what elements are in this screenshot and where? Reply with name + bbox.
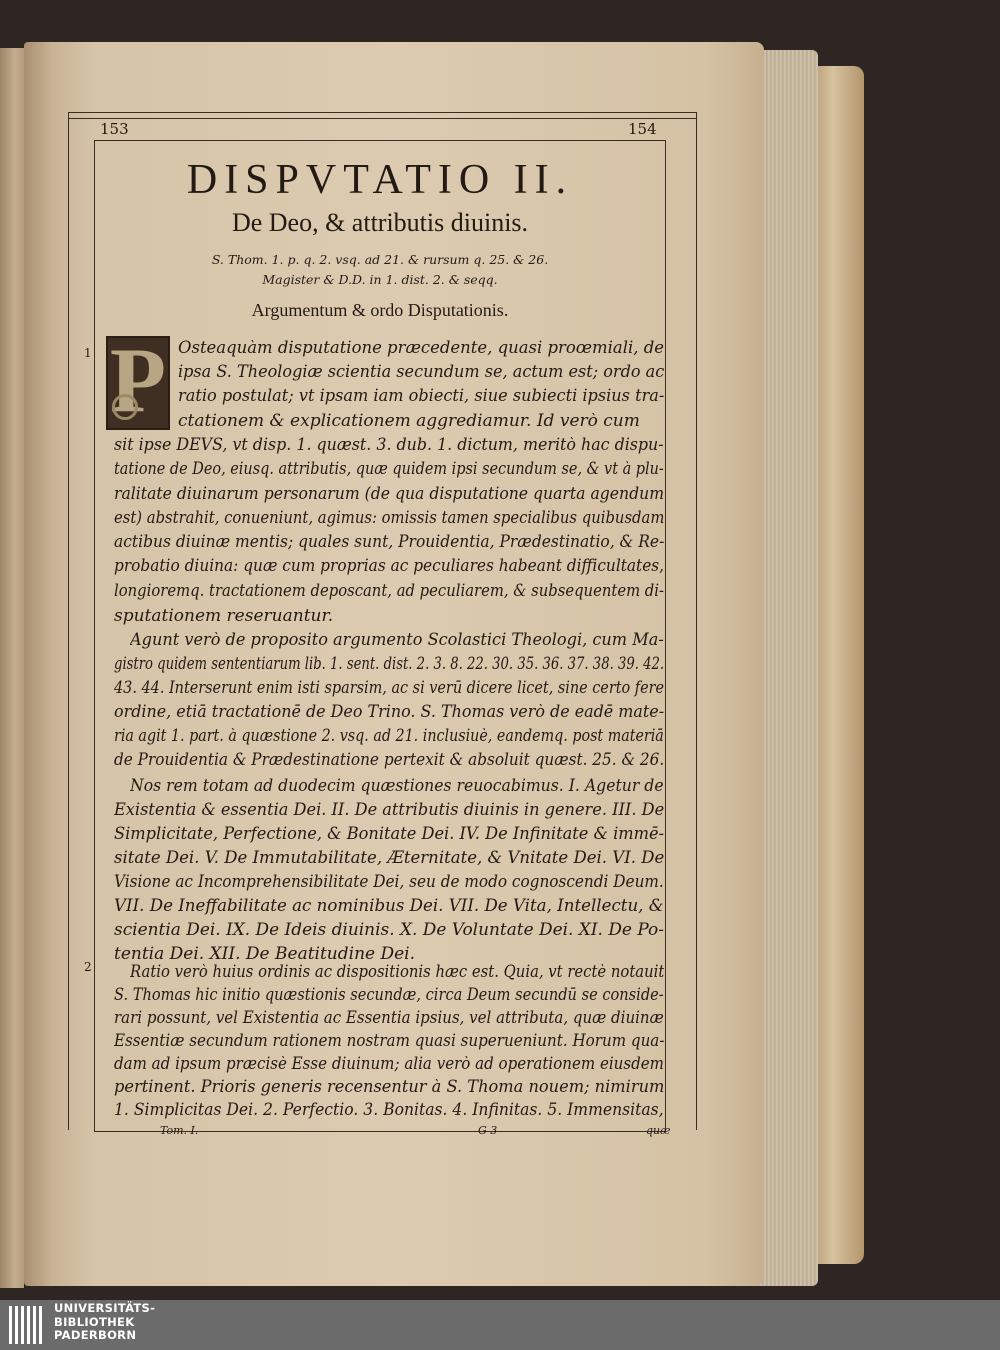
body-line: Ratio verò huius ordinis ac dispositionis hæc est. Quia, vt rectè notauit <box>130 964 665 981</box>
body-line: gistro quidem sententiarum lib. 1. sent. dist. 2. 3. 8. 22. 30. 35. 36. 37. 38. 39. 42. <box>114 656 665 673</box>
body-line: Osteaquàm disputatione præcedente, quasi proœmiali, de <box>178 340 664 357</box>
body-line: ipsa S. Theologiæ scientia secundum se, actum est; ordo ac <box>178 364 665 381</box>
body-line: Existentia & essentia Dei. II. De attributis diuinis in genere. III. De <box>114 802 665 819</box>
reference-line: Magister & D.D. in 1. dist. 2. & seqq. <box>262 272 498 287</box>
body-line: Visione ac Incomprehensibilitate Dei, seu de modo cognoscendi Deum. <box>114 874 664 891</box>
body-line: tentia Dei. XII. De Beatitudine Dei. <box>114 946 416 963</box>
drop-initial-letter: P <box>109 336 167 430</box>
body-line: ratio postulat; vt ipsam iam obiecti, siue subiecti ipsius tra- <box>178 388 665 405</box>
body-line: sputationem reseruantur. <box>114 608 334 625</box>
library-name-line: UNIVERSITÄTS- <box>54 1301 156 1315</box>
library-logo-icon <box>8 1304 48 1346</box>
margin-number: 2 <box>84 960 92 974</box>
body-line: ralitate diuinarum personarum (de qua disputatione quarta agendum <box>114 486 665 503</box>
body-line: ria agit 1. part. à quæstione 2. vsq. ad 21. inclusiuè, eandemq. post materiā <box>114 728 664 745</box>
body-line: sitate Dei. V. De Immutabilitate, Æternitate, & Vnitate Dei. VI. De <box>114 850 665 867</box>
disputation-title: DISPVTATIO II. <box>186 157 574 203</box>
body-line: ctationem & explicationem aggrediamur. Id verò cum <box>178 413 640 430</box>
disputation-subtitle: De Deo, & attributis diuinis. <box>231 208 529 237</box>
library-name <box>54 1302 155 1343</box>
body-line: ordine, etiā tractationē de Deo Trino. S. Thomas verò de eadē mate- <box>114 704 665 721</box>
frame-right-rule <box>696 112 697 1130</box>
body-line: de Prouidentia & Prædestinatione pertexit & absoluit quæst. 25. & 26. <box>114 752 665 769</box>
left-page-edge <box>0 48 24 1288</box>
footer-catchword: quæ <box>646 1124 671 1137</box>
body-line: longioremq. tractationem deposcant, ad peculiarem, & subsequentem di- <box>114 583 665 600</box>
reference-line: S. Thom. 1. p. q. 2. vsq. ad 21. & rursum q. 25. & 26. <box>211 252 549 267</box>
footer-volume: Tom. I. <box>160 1124 199 1137</box>
body-line: Simplicitate, Perfectione, & Bonitate Dei. IV. De Infinitate & immē- <box>114 826 665 843</box>
body-line: tatione de Deo, eiusq. attributis, quæ quidem ipsi secundum se, & vt à plu- <box>114 461 664 478</box>
header-rule <box>68 112 696 113</box>
ornament-icon <box>112 394 138 420</box>
body-line: dam ad ipsum præcisè Esse diuinum; alia verò ad operationem eiusdem <box>114 1056 664 1073</box>
body-line: 43. 44. Interserunt enim isti sparsim, ac si verū dicere licet, sine certo fere <box>114 680 665 697</box>
header-rule-inner <box>68 118 696 119</box>
margin-number: 1 <box>84 346 92 360</box>
body-line: probatio diuina: quæ cum proprias ac peculiares habeant difficultates, <box>114 558 665 575</box>
body-line: Essentiæ secundum rationem nostram quasi superueniunt. Horum qua- <box>114 1033 665 1050</box>
drop-initial <box>106 336 170 430</box>
book-cover-edge <box>812 66 864 1264</box>
body-line: Agunt verò de proposito argumento Scolastici Theologi, cum Ma- <box>130 632 664 649</box>
section-heading: Argumentum & ordo Disputationis. <box>251 300 509 320</box>
body-line: rari possunt, vel Existentia ac Essentia ipsius, vel attributa, quæ diuinæ <box>114 1010 664 1027</box>
body-line: S. Thomas hic initio quæstionis secundæ, circa Deum secundū se conside- <box>114 987 664 1004</box>
library-name-line: BIBLIOTHEK <box>54 1314 135 1329</box>
body-line: VII. De Ineffabilitate ac nominibus Dei. VII. De Vita, Intellectu, & <box>114 898 664 915</box>
body-line: Nos rem totam ad duodecim quæstiones reuocabimus. I. Agetur de <box>130 778 664 795</box>
left-page-number: 153 <box>100 120 129 138</box>
body-line: actibus diuinæ mentis; quales sunt, Prouidentia, Prædestinatio, & Re- <box>114 534 665 551</box>
library-name-line: PADERBORN <box>54 1328 137 1342</box>
body-line: sit ipse DEVS, vt disp. 1. quæst. 3. dub. 1. dictum, meritò hac dispu- <box>114 437 664 454</box>
body-line: scientia Dei. IX. De Ideis diuinis. X. De Voluntate Dei. XI. De Po- <box>114 922 664 939</box>
footer-signature: G 3 <box>478 1124 498 1137</box>
frame-left-rule <box>68 112 69 1130</box>
body-line: 1. Simplicitas Dei. 2. Perfectio. 3. Bonitas. 4. Infinitas. 5. Immensitas, <box>114 1102 664 1119</box>
body-line: est) abstrahit, conueniunt, agimus: omissis tamen specialibus quibusdam <box>114 510 665 527</box>
right-page-number: 154 <box>628 120 657 138</box>
body-line: pertinent. Prioris generis recensentur à S. Thoma nouem; nimirum <box>114 1079 665 1096</box>
